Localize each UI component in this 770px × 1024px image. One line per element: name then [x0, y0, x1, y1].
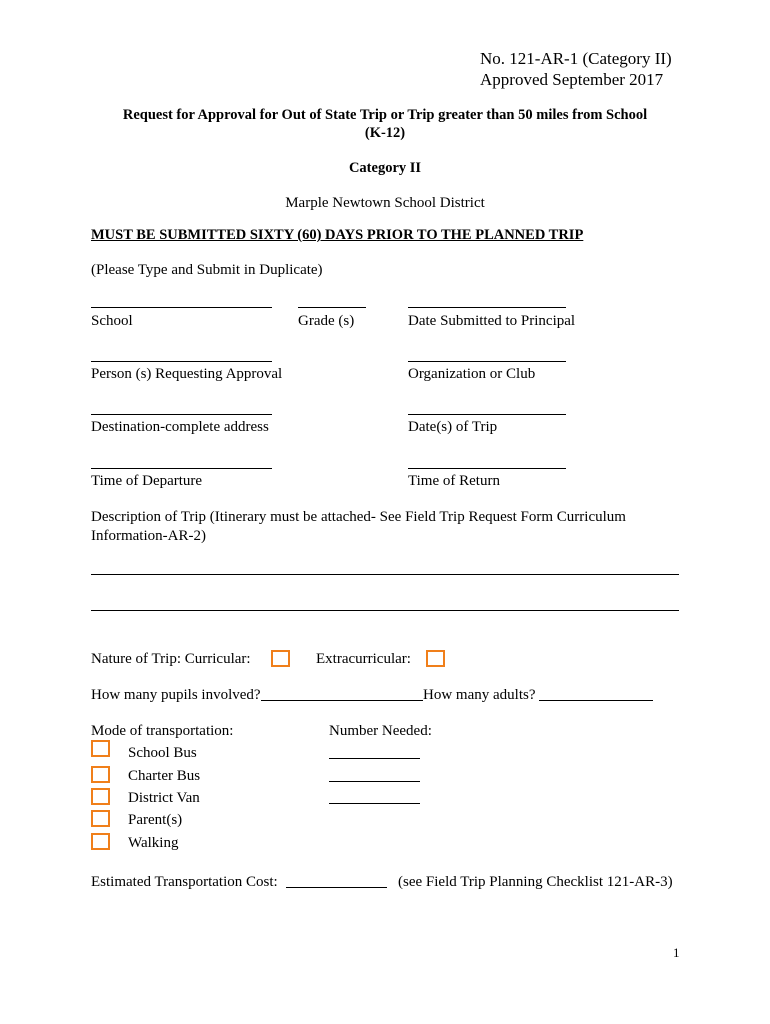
adults-field-line[interactable] [539, 700, 653, 701]
walking-checkbox[interactable] [91, 833, 110, 850]
number-needed-label: Number Needed: [329, 723, 432, 739]
grade-label: Grade (s) [298, 313, 355, 329]
page-number: 1 [673, 945, 680, 960]
category-heading: Category II [348, 160, 422, 176]
doc-number: No. 121-AR-1 (Category II) [480, 49, 672, 68]
charter-bus-label: Charter Bus [128, 768, 201, 784]
date-submitted-field-line[interactable] [408, 307, 566, 308]
nature-of-trip-label: Nature of Trip: Curricular: [91, 651, 251, 667]
transportation-cost-label: Estimated Transportation Cost: [91, 874, 278, 890]
time-departure-label: Time of Departure [91, 473, 203, 489]
charter-bus-number-line[interactable] [329, 781, 420, 782]
school-field-line[interactable] [91, 307, 272, 308]
instructions: (Please Type and Submit in Duplicate) [91, 262, 323, 278]
extracurricular-label: Extracurricular: [316, 651, 411, 667]
return-field-line[interactable] [408, 468, 566, 469]
pupils-label: How many pupils involved? [91, 687, 261, 703]
parents-label: Parent(s) [128, 812, 183, 828]
time-return-label: Time of Return [408, 473, 500, 489]
pupils-field-line[interactable] [261, 700, 423, 701]
checklist-note: (see Field Trip Planning Checklist 121-AR-3) [398, 874, 673, 890]
dates-field-line[interactable] [408, 414, 566, 415]
departure-field-line[interactable] [91, 468, 272, 469]
school-bus-checkbox[interactable] [91, 740, 110, 757]
district-van-number-line[interactable] [329, 803, 420, 804]
mode-of-transportation-label: Mode of transportation: [91, 723, 234, 739]
description-line-1[interactable] [91, 574, 679, 575]
approved-date: Approved September 2017 [480, 70, 664, 89]
person-requesting-label: Person (s) Requesting Approval [91, 366, 283, 382]
district-name: Marple Newtown School District [285, 195, 485, 211]
description-label-line1: Description of Trip (Itinerary must be attached- See Field Trip Request Form Curriculum [91, 509, 626, 525]
form-title-line2: (K-12) [364, 125, 406, 141]
organization-label: Organization or Club [408, 366, 536, 382]
date-submitted-label: Date Submitted to Principal [408, 313, 576, 329]
destination-field-line[interactable] [91, 414, 272, 415]
deadline-notice: MUST BE SUBMITTED SIXTY (60) DAYS PRIOR TO THE PLANNED TRIP [91, 227, 584, 243]
charter-bus-checkbox[interactable] [91, 766, 110, 783]
district-van-label: District Van [128, 790, 200, 806]
school-bus-number-line[interactable] [329, 758, 420, 759]
school-label: School [91, 313, 133, 329]
transportation-cost-line[interactable] [286, 887, 387, 888]
grade-field-line[interactable] [298, 307, 366, 308]
description-line-2[interactable] [91, 610, 679, 611]
extracurricular-checkbox[interactable] [426, 650, 445, 667]
adults-label: How many adults? [423, 687, 536, 703]
district-van-checkbox[interactable] [91, 788, 110, 805]
form-title-line1: Request for Approval for Out of State Trip or Trip greater than 50 miles from School [122, 107, 648, 123]
walking-label: Walking [128, 835, 179, 851]
description-label-line2: Information-AR-2) [91, 528, 206, 544]
organization-field-line[interactable] [408, 361, 566, 362]
destination-label: Destination-complete address [91, 419, 269, 435]
curricular-checkbox[interactable] [271, 650, 290, 667]
person-field-line[interactable] [91, 361, 272, 362]
school-bus-label: School Bus [128, 745, 197, 761]
parents-checkbox[interactable] [91, 810, 110, 827]
dates-of-trip-label: Date(s) of Trip [408, 419, 498, 435]
